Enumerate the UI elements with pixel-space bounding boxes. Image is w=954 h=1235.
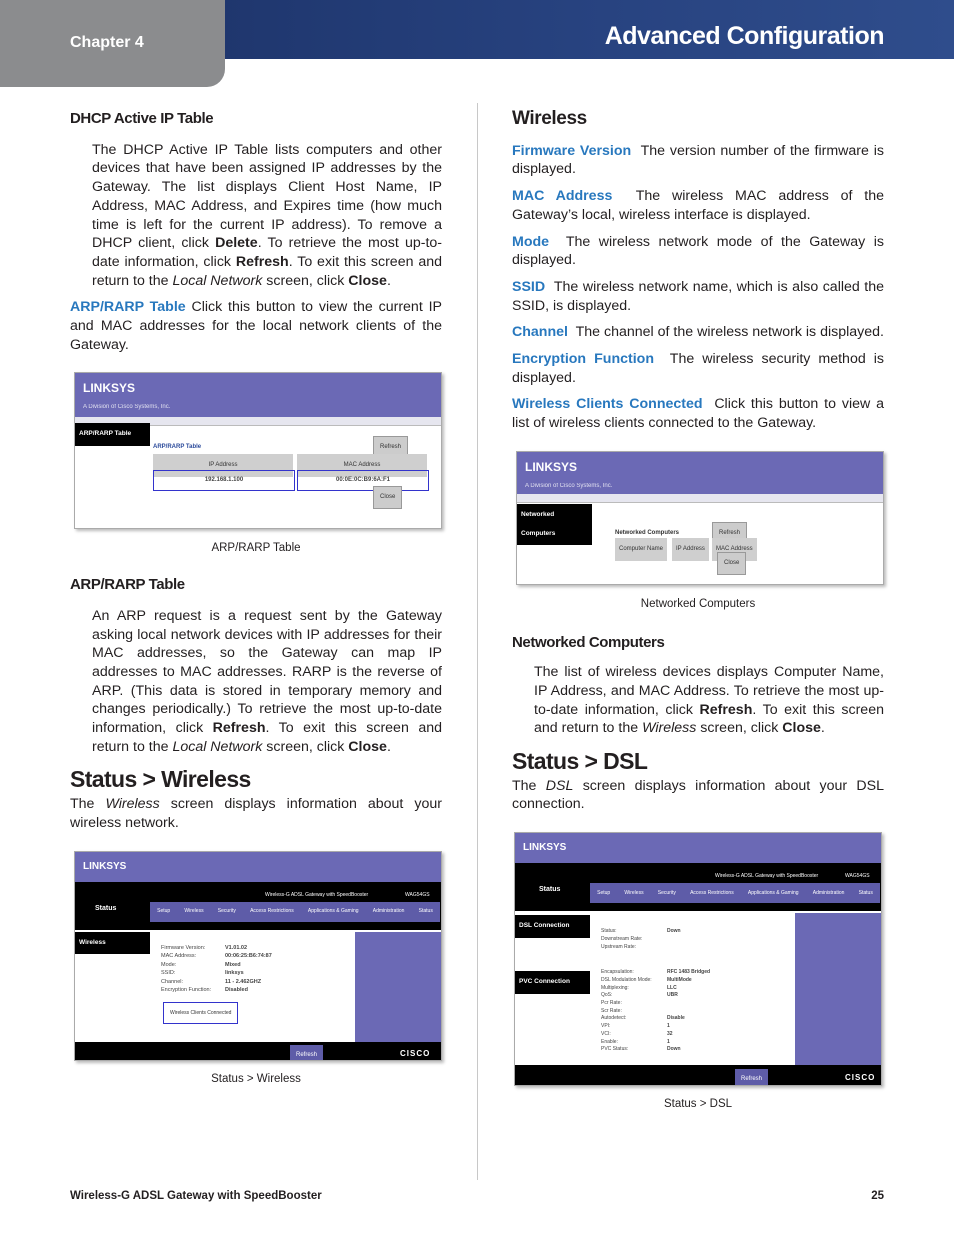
tab-apps[interactable]: Applications & Gaming	[307, 908, 359, 915]
item-ssid: SSID The wireless network name, which is also called the SSID, is displayed.	[512, 278, 884, 314]
dhcp-paragraph: The DHCP Active IP Table lists computers and other devices that have been assigned IP addresses by the Gateway. The list displays Client Host Name, IP Address, MAC Address, and Expires time (how much time is left for the current IP address). To remove a DHCP client, click Delete. To retrieve the most up-to-date information, click Refresh. To exit this screen and return to the Local Network screen, click Close.	[92, 141, 443, 289]
item-channel: Channel The channel of the wireless network is displayed.	[512, 324, 884, 341]
status-wireless-caption: Status > Wireless	[211, 1072, 301, 1085]
status-dsl-caption: Status > DSL	[663, 1098, 733, 1111]
column-divider	[477, 103, 478, 1180]
router-tabs	[150, 902, 440, 922]
wireless-heading: Wireless	[512, 108, 587, 129]
cisco-logo: CISCO	[400, 1048, 431, 1058]
nc-refresh-button[interactable]: Refresh	[712, 522, 747, 545]
arp-paragraph: An ARP request is a request sent by the Gateway asking local network devices with IP addresses for their MAC addresses, so the Gateway can map IP addresses to MAC addresses. RARP is the reverse of ARP. (This data is stored in temporary memory and changes periodically.) To retrieve the most up-to-date information, click Refresh. To exit this screen and return to the Local Network screen, click Close.	[92, 607, 442, 755]
tab-setup[interactable]: Setup	[597, 889, 611, 896]
item-clients: Wireless Clients Connected Click this button to view a list of wireless clients connected to the Gateway.	[512, 396, 884, 432]
arp-close-button[interactable]: Close	[373, 486, 402, 509]
item-firmware: Firmware Version The version number of the firmware is displayed.	[512, 142, 884, 178]
arp-term-paragraph: ARP/RARP Table Click this button to view the current IP and MAC addresses for the local network clients of the Gateway.	[70, 299, 442, 353]
tab-admin[interactable]: Administration	[812, 889, 845, 896]
status-wireless-paragraph: The Wireless screen displays information about your wireless network.	[70, 796, 443, 831]
tab-security[interactable]: Security	[217, 908, 236, 915]
chapter-label: Chapter 4	[70, 34, 144, 51]
status-dsl-screenshot: LINKSYS Status Wireless-G ADSL Gateway with SpeedBooster WAG54GS Setup Wireless Security Access Restrictions Applications & Gaming Administration Status DSL Connection PVC Connection Status: Downstream Rate: Upstream Rate: Down Encapsulation: DSL Modulation Mode: Multiplexing: QoS: Pcr Rate: Scr Rate: Autodetect: VPI: VCI: Enable: PVC Status: RFC 1483 Bridged MultiMode LLC UBR Disable 1 32 1 Down Refresh CISCO	[514, 832, 882, 1086]
tab-status[interactable]: Status	[418, 908, 433, 915]
tab-admin[interactable]: Administration	[372, 908, 405, 915]
item-mode: Mode The wireless network mode of the Gateway is displayed.	[512, 233, 884, 269]
tab-wireless[interactable]: Wireless	[624, 889, 644, 896]
tab-status[interactable]: Status	[858, 889, 873, 896]
nc-heading: Networked Computers	[512, 633, 665, 651]
status-wireless-screenshot: LINKSYS Status Wireless-G ADSL Gateway with SpeedBooster WAG54GS Setup Wireless Security Access Restrictions Applications & Gaming Administration Status Wireless Firmware Version: MAC Address: Mode: SSID: Channel: Encryption Function: V1.01.02 00:06:25:B6:74:87 Mixed linksys 11 - 2.462GHZ Disabled Wireless Clients Connected Refresh CISCO	[74, 851, 442, 1061]
cisco-logo: CISCO	[845, 1073, 876, 1083]
dsl-refresh-button[interactable]: Refresh	[735, 1069, 768, 1086]
arp-screenshot: LINKSYS A Division of Cisco Systems, Inc. ARP/RARP Table ARP/RARP Table Refresh IP Address MAC Address 192.168.1.100 00:0E:0C:B9:6A:F1 Close	[74, 372, 442, 529]
tab-access[interactable]: Access Restrictions	[250, 908, 294, 915]
wireless-refresh-button[interactable]: Refresh	[290, 1045, 323, 1061]
status-dsl-paragraph: The DSL screen displays information about your DSL connection.	[512, 777, 884, 813]
status-wireless-heading: Status > Wireless	[70, 766, 251, 793]
nc-caption: Networked Computers	[640, 597, 756, 610]
router-tabs-dsl	[590, 883, 880, 903]
item-mac: MAC Address The wireless MAC address of the Gateway’s local, wireless interface is displayed.	[512, 188, 884, 223]
arp-heading: ARP/RARP Table	[70, 576, 185, 594]
tab-apps[interactable]: Applications & Gaming	[747, 889, 799, 896]
linksys-banner: LINKSYS A Division of Cisco Systems, Inc.	[75, 373, 441, 417]
page-number: 25	[871, 1190, 884, 1202]
nc-paragraph: The list of wireless devices displays Computer Name, IP Address, and MAC Address. To retrieve the most up-to-date information, click Refresh. To exit this screen and return to the Wireless screen, click Close.	[534, 664, 884, 737]
item-encryption: Encryption Function The wireless security method is displayed.	[512, 351, 884, 386]
wireless-clients-button[interactable]: Wireless Clients Connected	[163, 1002, 238, 1025]
tab-wireless[interactable]: Wireless	[184, 908, 204, 915]
tab-security[interactable]: Security	[657, 889, 676, 896]
right-column	[512, 110, 884, 1114]
left-column	[70, 110, 442, 1088]
arp-refresh-button[interactable]: Refresh	[373, 436, 408, 459]
networked-computers-screenshot: LINKSYS A Division of Cisco Systems, Inc. Networked Computers Networked Computers Refresh Computer Name IP Address MAC Address Close	[516, 451, 884, 585]
dhcp-heading: DHCP Active IP Table	[70, 110, 214, 127]
tab-access[interactable]: Access Restrictions	[690, 889, 734, 896]
footer-product: Wireless-G ADSL Gateway with SpeedBooster	[70, 1190, 322, 1202]
page-title: Advanced Configuration	[604, 22, 884, 50]
nc-close-button[interactable]: Close	[717, 552, 746, 575]
arp-caption: ARP/RARP Table	[211, 542, 301, 555]
tab-setup[interactable]: Setup	[157, 908, 171, 915]
status-dsl-heading: Status > DSL	[512, 748, 648, 775]
